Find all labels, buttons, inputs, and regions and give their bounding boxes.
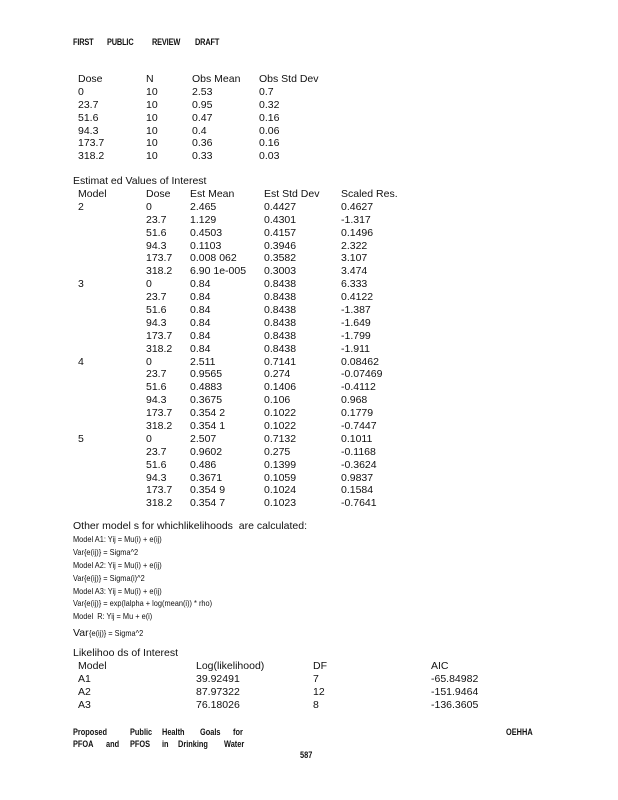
est-cell: 51.6 — [146, 381, 167, 394]
obs-cell: 2.53 — [192, 85, 213, 98]
est-cell: -0.7641 — [341, 497, 377, 510]
obs-cell: 51.6 — [78, 111, 99, 124]
obs-cell: 0.7 — [259, 85, 274, 98]
est-cell: -1.387 — [341, 304, 371, 317]
est-cell: 0.4122 — [341, 291, 374, 304]
lik-col-df — [313, 660, 327, 712]
est-cell: 0.9565 — [190, 368, 223, 381]
est-cell: 2.507 — [190, 432, 217, 445]
lik-cell: -65.84982 — [431, 672, 479, 685]
est-cell: 6.333 — [341, 278, 368, 291]
est-cell: 0.84 — [190, 316, 211, 329]
footer-word: Public — [130, 727, 153, 737]
est-model-spacer — [78, 381, 107, 394]
est-model-spacer — [78, 420, 107, 433]
est-cell: 0.968 — [341, 394, 368, 407]
est-cell: 0.1024 — [264, 484, 297, 497]
footer-word: PFOA — [73, 739, 94, 749]
obs-cell: 10 — [146, 111, 158, 124]
model-line: Model A2: Yij = Mu(i) + e(ij) — [73, 559, 162, 570]
est-cell: 0.4427 — [264, 200, 297, 213]
est-cell: 318.2 — [146, 497, 173, 510]
est-cell: 23.7 — [146, 291, 167, 304]
est-model-spacer — [78, 394, 107, 407]
footer-word: Water — [224, 739, 245, 749]
lik-cell: 12 — [313, 685, 325, 698]
est-cell: 0.8438 — [264, 329, 297, 342]
est-header-cell: Scaled Res. — [341, 188, 398, 200]
est-cell: 3.107 — [341, 252, 368, 265]
est-section-title: Estimat ed Values of Interest — [73, 175, 207, 187]
est-cell: 0.1496 — [341, 226, 374, 239]
lik-col-aic — [431, 660, 478, 712]
obs-cell: 10 — [146, 150, 158, 163]
footer-word: Drinking — [178, 739, 208, 749]
obs-col-mean — [192, 73, 240, 163]
est-model-id: 4 — [78, 355, 84, 368]
obs-cell: 0.06 — [259, 124, 280, 137]
obs-cell: 0.16 — [259, 137, 280, 150]
est-cell: 0.1406 — [264, 381, 297, 394]
est-col-mean — [190, 188, 246, 510]
est-cell: 0.1584 — [341, 484, 374, 497]
est-cell: 2.511 — [190, 355, 216, 368]
obs-col-sd — [259, 73, 319, 163]
est-cell: 0.354 7 — [190, 497, 226, 510]
model-line: Model A1: Yij = Mu(i) + e(ij) — [73, 534, 162, 544]
est-model-spacer — [78, 407, 107, 420]
est-cell: -0.3624 — [341, 458, 377, 471]
footer-agency: OEHHA — [506, 727, 533, 737]
header-word-public: PUBLIC — [107, 37, 134, 47]
est-cell: 0 — [146, 432, 152, 445]
est-cell: 173.7 — [146, 407, 173, 420]
est-cell: 2.465 — [190, 200, 217, 213]
est-cell: 0.354 9 — [190, 484, 226, 497]
est-cell: 0.1779 — [341, 407, 374, 420]
est-cell: 94.3 — [146, 471, 167, 484]
obs-cell: 0.4 — [192, 124, 207, 137]
est-cell: 0.9602 — [190, 445, 223, 458]
est-model-spacer — [78, 227, 107, 240]
est-cell: 0.3671 — [190, 471, 223, 484]
obs-cell: 23.7 — [78, 98, 99, 111]
obs-cell: 0.16 — [259, 111, 280, 124]
est-model-spacer — [78, 343, 107, 356]
obs-header-cell: Dose — [78, 73, 103, 85]
est-model-id: 5 — [78, 432, 84, 445]
est-model-spacer — [78, 291, 107, 304]
est-cell: 0.1103 — [190, 239, 222, 252]
est-cell: 0.274 — [264, 368, 291, 381]
footer-word: for — [233, 727, 243, 737]
obs-cell: 0.95 — [192, 98, 213, 111]
est-cell: 0.3003 — [264, 265, 297, 278]
obs-cell: 0.32 — [259, 98, 280, 111]
model-line: Var{e(ij)} = exp(lalpha + log(mean(i)) * rho) — [73, 598, 213, 609]
est-cell: 0.8438 — [264, 342, 297, 355]
est-model-spacer — [78, 265, 107, 278]
est-cell: 23.7 — [146, 368, 167, 381]
est-cell: 0 — [146, 200, 152, 213]
model-line: Model A3: Yij = Mu(i) + e(ij) — [73, 585, 162, 596]
est-cell: 0.4883 — [190, 381, 223, 394]
est-cell: 51.6 — [146, 458, 167, 471]
obs-col-dose — [78, 73, 104, 163]
est-cell: 0.1399 — [264, 458, 297, 471]
lik-col-model — [78, 660, 107, 712]
footer-word: Proposed — [73, 727, 108, 737]
est-cell: 0.3582 — [264, 252, 297, 265]
obs-cell: 0.03 — [259, 150, 280, 163]
est-model-spacer — [78, 240, 107, 253]
est-model-spacer — [78, 472, 107, 485]
est-cell: 0.354 2 — [190, 407, 226, 420]
est-cell: 2.322 — [341, 239, 368, 252]
est-col-sd — [264, 188, 319, 510]
lik-cell: 7 — [313, 672, 319, 685]
est-cell: 0.4503 — [190, 226, 223, 239]
header-word-draft: DRAFT — [195, 37, 220, 47]
est-model-spacer — [78, 368, 107, 381]
est-model-spacer — [78, 446, 107, 459]
footer-word: PFOS — [130, 739, 151, 749]
other-models-title: Other model s for whichlikelihoods are calculated: — [73, 520, 308, 532]
obs-col-n — [146, 73, 158, 163]
model-line: Var{e(ij)} = Sigma^2 — [73, 546, 139, 557]
obs-cell: 10 — [146, 85, 158, 98]
est-cell: 0.354 1 — [190, 420, 226, 433]
est-cell: 318.2 — [146, 265, 173, 278]
est-cell: 0.4627 — [341, 200, 374, 213]
est-model-spacer — [78, 330, 107, 343]
est-model-id: 3 — [78, 278, 84, 291]
est-model-spacer — [78, 214, 107, 227]
est-cell: 23.7 — [146, 445, 167, 458]
lik-header-cell: DF — [313, 660, 327, 672]
est-cell: 0.84 — [190, 278, 211, 291]
est-cell: 0.1023 — [264, 497, 297, 510]
est-cell: 0.9837 — [341, 471, 374, 484]
est-cell: 0.275 — [264, 445, 291, 458]
obs-cell: 173.7 — [78, 137, 105, 150]
lik-cell: 8 — [313, 698, 319, 711]
obs-header-cell: Obs Mean — [192, 73, 241, 85]
lik-cell: A2 — [78, 685, 91, 698]
est-cell: 0.84 — [190, 291, 211, 304]
lik-col-loglik — [196, 660, 264, 712]
est-cell: 0.3946 — [264, 239, 297, 252]
est-cell: 173.7 — [146, 484, 173, 497]
footer-word: in — [162, 739, 169, 749]
obs-cell: 318.2 — [78, 150, 105, 163]
est-cell: -1.649 — [341, 316, 371, 329]
est-cell: 0 — [146, 355, 152, 368]
est-cell: -1.317 — [341, 213, 371, 226]
est-cell: 51.6 — [146, 226, 167, 239]
obs-header-cell: Obs Std Dev — [259, 73, 319, 85]
est-cell: 0.08462 — [341, 355, 379, 368]
est-cell: -1.911 — [341, 342, 370, 355]
model-line: Var{e(ij)} = Sigma(i)^2 — [73, 572, 145, 583]
est-header-cell: Dose — [146, 188, 171, 200]
est-cell: 0.7132 — [264, 432, 297, 445]
obs-cell: 10 — [146, 124, 158, 137]
lik-cell: 39.92491 — [196, 672, 240, 685]
est-model-spacer — [78, 484, 107, 497]
est-cell: 0.1022 — [264, 420, 297, 433]
other-models-list — [73, 533, 235, 640]
lik-header-cell: Model — [78, 660, 107, 672]
est-col-model — [78, 188, 107, 510]
model-line-last: Var{e(ij)} = Sigma^2 — [73, 627, 143, 640]
est-header-cell: Model — [78, 188, 107, 200]
footer-word: Goals — [200, 727, 221, 737]
lik-header-cell: AIC — [431, 660, 449, 672]
obs-cell: 94.3 — [78, 124, 99, 137]
lik-cell: 76.18026 — [196, 698, 240, 711]
est-cell: 0.4301 — [264, 213, 297, 226]
est-cell: 0.8438 — [264, 304, 297, 317]
footer-word: and — [106, 739, 120, 749]
obs-cell: 10 — [146, 98, 158, 111]
est-cell: -0.4112 — [341, 381, 376, 394]
est-cell: 0.8438 — [264, 278, 297, 291]
est-cell: 94.3 — [146, 316, 167, 329]
est-cell: 0.7141 — [264, 355, 297, 368]
est-cell: 94.3 — [146, 394, 167, 407]
est-col-scaled-res — [341, 188, 398, 510]
est-cell: 1.129 — [190, 213, 217, 226]
lik-cell: A3 — [78, 698, 91, 711]
est-cell: 94.3 — [146, 239, 167, 252]
est-cell: 0.106 — [264, 394, 291, 407]
obs-header-cell: N — [146, 73, 154, 85]
est-cell: 0.84 — [190, 342, 211, 355]
est-cell: -1.799 — [341, 329, 371, 342]
lik-header-cell: Log(likelihood) — [196, 660, 265, 672]
est-cell: 0.4157 — [264, 226, 297, 239]
page-number: 587 — [300, 750, 313, 760]
est-cell: 0.8438 — [264, 316, 297, 329]
est-header-cell: Est Std Dev — [264, 188, 320, 200]
est-cell: 318.2 — [146, 342, 173, 355]
obs-cell: 10 — [146, 137, 158, 150]
est-model-spacer — [78, 317, 107, 330]
est-cell: 0.1022 — [264, 407, 297, 420]
est-cell: -0.7447 — [341, 420, 377, 433]
est-cell: 173.7 — [146, 329, 173, 342]
est-cell: 0.008 062 — [190, 252, 237, 265]
est-cell: 0.486 — [190, 458, 217, 471]
obs-cell: 0.33 — [192, 150, 213, 163]
est-cell: 0.3675 — [190, 394, 223, 407]
est-cell: 23.7 — [146, 213, 167, 226]
est-model-spacer — [78, 252, 107, 265]
est-cell: 3.474 — [341, 265, 368, 278]
obs-cell: 0.36 — [192, 137, 213, 150]
est-model-spacer — [78, 459, 107, 472]
lik-cell: -151.9464 — [431, 685, 479, 698]
est-cell: 0.1011 — [341, 432, 373, 445]
lik-cell: A1 — [78, 672, 91, 685]
est-cell: 51.6 — [146, 304, 167, 317]
est-cell: 6.90 1e-005 — [190, 265, 247, 278]
est-header-cell: Est Mean — [190, 188, 235, 200]
obs-cell: 0.47 — [192, 111, 213, 124]
est-cell: 0.8438 — [264, 291, 297, 304]
est-cell: 0.1059 — [264, 471, 297, 484]
est-cell: 0 — [146, 278, 152, 291]
est-cell: -0.1168 — [341, 445, 376, 458]
footer-word: Health — [162, 727, 185, 737]
est-model-spacer — [78, 497, 107, 510]
header-word-review: REVIEW — [152, 37, 181, 47]
lik-cell: 87.97322 — [196, 685, 240, 698]
header-word-first: FIRST — [73, 37, 94, 47]
obs-cell: 0 — [78, 85, 84, 98]
est-cell: 318.2 — [146, 420, 173, 433]
est-col-dose — [146, 188, 172, 510]
est-cell: 0.84 — [190, 329, 211, 342]
est-cell: 173.7 — [146, 252, 173, 265]
lik-cell: -136.3605 — [431, 698, 479, 711]
likelihoods-title: Likelihoo ds of Interest — [73, 647, 179, 659]
est-cell: 0.84 — [190, 304, 211, 317]
est-model-id: 2 — [78, 200, 84, 213]
model-line: Model R: Yij = Mu + e(i) — [73, 611, 153, 622]
est-cell: -0.07469 — [341, 368, 383, 381]
est-model-spacer — [78, 304, 107, 317]
